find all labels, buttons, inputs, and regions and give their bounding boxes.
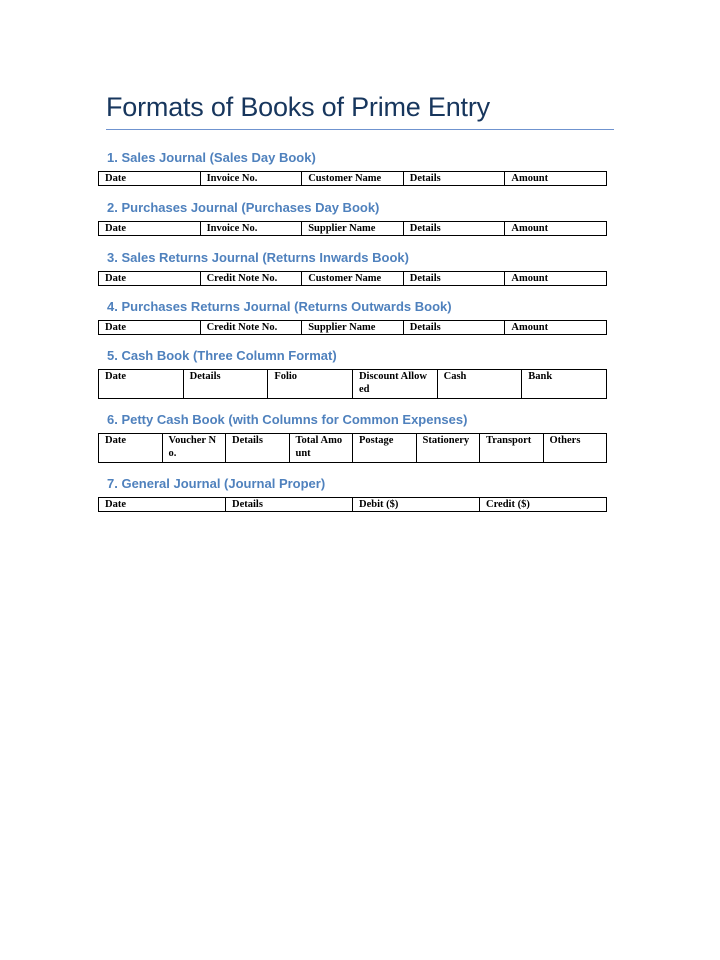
column-header: Invoice No. <box>200 172 302 186</box>
column-header: Supplier Name <box>302 222 404 236</box>
column-header: Stationery <box>416 434 480 463</box>
table-header-row <box>99 370 607 399</box>
column-header: Amount <box>505 272 607 286</box>
column-header: Details <box>183 370 268 399</box>
column-header: Credit Note No. <box>200 321 302 335</box>
format-table <box>98 369 607 399</box>
column-header: Details <box>226 498 353 512</box>
column-header: Details <box>403 222 505 236</box>
section-petty-cash-book <box>106 412 614 463</box>
document-body <box>105 90 614 510</box>
page-title: Formats of Books of Prime Entry <box>106 92 490 122</box>
title-underline <box>106 129 614 130</box>
section-heading: 4. Purchases Returns Journal (Returns Outwards Book) <box>107 299 452 314</box>
table-header-row <box>99 172 607 186</box>
column-header: Postage <box>353 434 417 463</box>
format-table <box>98 497 607 512</box>
section-cash-book <box>106 348 614 399</box>
column-header: Details <box>403 172 505 186</box>
column-header: Folio <box>268 370 353 399</box>
column-header: Date <box>99 498 226 512</box>
column-header: Date <box>99 321 201 335</box>
column-header: Credit Note No. <box>200 272 302 286</box>
format-table <box>98 320 607 335</box>
section-heading: 3. Sales Returns Journal (Returns Inwards Book) <box>107 250 409 265</box>
column-header: Supplier Name <box>302 321 404 335</box>
table-header-row <box>99 498 607 512</box>
column-header: Invoice No. <box>200 222 302 236</box>
section-heading: 7. General Journal (Journal Proper) <box>107 476 326 491</box>
column-header: Bank <box>522 370 607 399</box>
column-header: Details <box>403 272 505 286</box>
table-header-row <box>99 272 607 286</box>
column-header: Details <box>226 434 290 463</box>
column-header: Date <box>99 222 201 236</box>
column-header: Credit ($) <box>480 498 607 512</box>
section-general-journal <box>106 476 614 512</box>
section-heading: 6. Petty Cash Book (with Columns for Common Expenses) <box>107 412 468 427</box>
section-purchases-returns-journal <box>106 299 614 335</box>
format-table <box>98 171 607 186</box>
section-sales-journal <box>106 150 614 186</box>
format-table <box>98 221 607 236</box>
section-heading: 2. Purchases Journal (Purchases Day Book) <box>107 200 380 215</box>
column-header: Others <box>543 434 607 463</box>
section-sales-returns-journal <box>106 250 614 286</box>
table-header-row <box>99 321 607 335</box>
column-header: Customer Name <box>302 272 404 286</box>
column-header: Customer Name <box>302 172 404 186</box>
column-header: Amount <box>505 321 607 335</box>
column-header: Amount <box>505 172 607 186</box>
column-header: Amount <box>505 222 607 236</box>
format-table <box>98 433 607 463</box>
section-heading: 1. Sales Journal (Sales Day Book) <box>107 150 316 165</box>
table-header-row <box>99 434 607 463</box>
column-header: Voucher No. <box>162 434 226 463</box>
section-purchases-journal <box>106 200 614 236</box>
column-header: Details <box>403 321 505 335</box>
column-header: Cash <box>437 370 522 399</box>
column-header: Date <box>99 172 201 186</box>
column-header: Debit ($) <box>353 498 480 512</box>
column-header: Discount Allowed <box>352 370 437 399</box>
column-header: Date <box>99 370 184 399</box>
column-header: Date <box>99 434 163 463</box>
format-table <box>98 271 607 286</box>
column-header: Total Amount <box>289 434 353 463</box>
section-heading: 5. Cash Book (Three Column Format) <box>107 348 337 363</box>
column-header: Transport <box>480 434 544 463</box>
column-header: Date <box>99 272 201 286</box>
table-header-row <box>99 222 607 236</box>
